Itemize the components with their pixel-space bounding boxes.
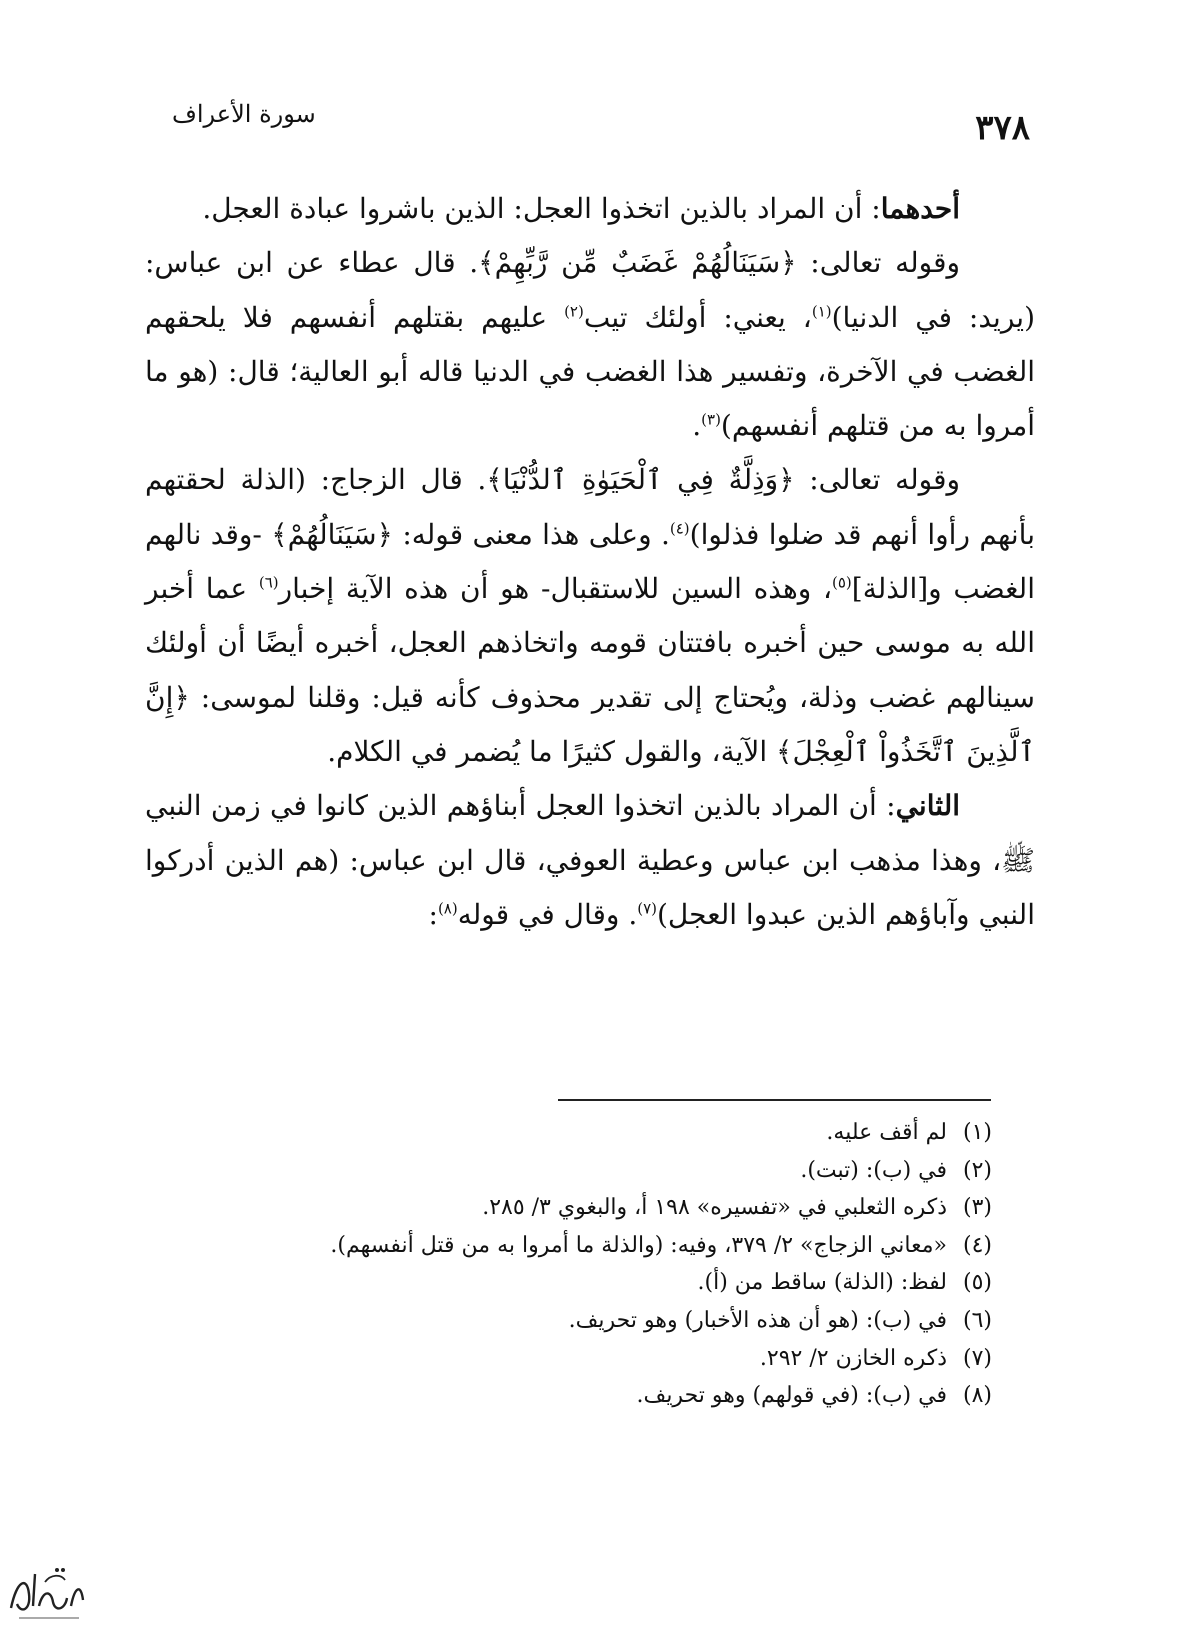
paragraph-1 xyxy=(145,182,1035,236)
footnote-number: (٧) xyxy=(962,1345,992,1371)
paragraph-text: . وعلى هذا معنى قوله: xyxy=(392,517,670,551)
paragraph-text: . xyxy=(692,409,702,443)
paragraph-text: : أن المراد بالذين اتخذوا العجل: الذين باشروا عبادة العجل. xyxy=(202,192,881,225)
paragraph-text: . قال عطاء عن ابن عباس: (يريد: في الدنيا) xyxy=(145,246,1035,334)
page-header xyxy=(150,100,1030,150)
footnote-number: (٣) xyxy=(962,1195,992,1221)
page-number: ٣٧٨ xyxy=(975,108,1030,148)
footnote-ref-7[interactable]: (٧) xyxy=(637,899,657,918)
footnote-item xyxy=(132,1189,992,1227)
footnote-item xyxy=(132,1302,992,1340)
main-text xyxy=(145,182,1035,942)
footnote-number: (٨) xyxy=(962,1383,992,1409)
paragraph-text: : xyxy=(428,897,438,931)
quran-verse: ﴿إِنَّ ٱلَّذِينَ ٱتَّخَذُواْ ٱلْعِجْلَ﴾ xyxy=(145,680,1035,768)
footnote-number: (٢) xyxy=(962,1157,992,1183)
footnote-ref-8[interactable]: (٨) xyxy=(437,899,458,918)
footnote-item xyxy=(132,1152,992,1190)
quran-verse: ﴿وَذِلَّةٌ فِي ٱلْحَيَوٰةِ ٱلدُّنْيَا﴾ xyxy=(486,463,795,497)
surah-title: سورة الأعراف xyxy=(172,100,316,128)
paragraph-text: . وقال في قوله xyxy=(457,897,638,931)
paragraph-text: وقوله تعالى: xyxy=(794,463,960,497)
footnote-number: (١) xyxy=(962,1120,992,1145)
footnote-text: في (ب): (هو أن هذه الأخبار) وهو تحريف. xyxy=(568,1307,947,1333)
footnote-ref-5[interactable]: (٥) xyxy=(831,573,852,592)
paragraph-2 xyxy=(145,236,1035,453)
footnotes xyxy=(132,1114,992,1415)
footnote-number: (٤) xyxy=(962,1232,992,1258)
footnote-ref-4[interactable]: (٤) xyxy=(669,519,690,538)
paragraph-3 xyxy=(145,453,1035,779)
paragraph-text: عما أخبر الله به موسى حين أخبره بافتتان قومه واتخاذهم العجل، أخبره أيضًا أن أولئك سينالهم غضب وذلة، ويُحتاج إلى تقدير محذوف كأنه قيل: وقلنا لموسى: xyxy=(145,572,1035,714)
footnote-ref-2[interactable]: (٢) xyxy=(564,302,584,321)
paragraph-text: -وقد نالهم الغضب و[الذلة] xyxy=(145,517,1035,606)
paragraph-text: الآية، والقول كثيرًا ما يُضمر في الكلام. xyxy=(327,734,777,768)
footnote-text: في (ب): (في قولهم) وهو تحريف. xyxy=(636,1383,947,1409)
quran-verse: ﴿سَيَنَالُهُمْ غَضَبٌ مِّن رَّبِّهِمْ﴾ xyxy=(478,246,797,280)
footnote-item xyxy=(132,1227,992,1265)
footnote-divider xyxy=(558,1099,991,1101)
footnote-item xyxy=(132,1340,992,1378)
footnote-text: لم أقف عليه. xyxy=(826,1120,947,1145)
footnote-text: ذكره الثعلبي في «تفسيره» ١٩٨ أ، والبغوي ٣/ ٢٨٥. xyxy=(482,1195,947,1221)
paragraph-text: ، وهذه السين للاستقبال- هو أن هذه الآية إخبار xyxy=(278,572,832,606)
quran-verse: ﴿سَيَنَالُهُمْ﴾ xyxy=(271,517,393,551)
footnote-text: ذكره الخازن ٢/ ٢٩٢. xyxy=(759,1345,947,1371)
paragraph-label: الثاني xyxy=(895,789,960,823)
watermark-logo-icon xyxy=(5,1560,87,1630)
footnote-text: لفظ: (الذلة) ساقط من (أ). xyxy=(697,1270,947,1296)
footnote-item xyxy=(132,1114,992,1152)
footnote-number: (٥) xyxy=(962,1270,992,1296)
footnote-item xyxy=(132,1264,992,1302)
paragraph-4 xyxy=(145,779,1035,942)
paragraph-text: عليهم بقتلهم أنفسهم فلا يلحقهم الغضب في الآخرة، وتفسير هذا الغضب في الدنيا قاله أبو العالية؛ قال: (هو ما أمروا به من قتلهم أنفسهم) xyxy=(145,300,1035,443)
footnote-ref-6[interactable]: (٦) xyxy=(258,573,279,592)
paragraph-text: : أن المراد بالذين اتخذوا العجل أبناؤهم الذين كانوا في زمن النبي ﷺ، وهذا مذهب ابن عباس وعطية العوفي، قال ابن عباس: (هم الذين أدركوا النبي وآباؤهم الذين عبدوا العجل) xyxy=(145,789,1035,931)
paragraph-label: أحدهما xyxy=(880,192,960,225)
paragraph-text: ، يعني: أولئك تيب xyxy=(583,300,812,334)
paragraph-text: . قال الزجاج: (الذلة لحقتهم بأنهم رأوا أنهم قد ضلوا فذلوا) xyxy=(145,463,1035,551)
footnote-item xyxy=(132,1377,992,1415)
footnote-text: «معاني الزجاج» ٢/ ٣٧٩، وفيه: (والذلة ما أمروا به من قتل أنفسهم). xyxy=(330,1232,947,1258)
footnote-ref-3[interactable]: (٣) xyxy=(701,410,721,429)
paragraph-text: وقوله تعالى: xyxy=(796,246,961,280)
footnote-text: في (ب): (تبت). xyxy=(800,1157,947,1183)
footnote-ref-1[interactable]: (١) xyxy=(811,302,832,321)
footnote-number: (٦) xyxy=(962,1307,992,1333)
